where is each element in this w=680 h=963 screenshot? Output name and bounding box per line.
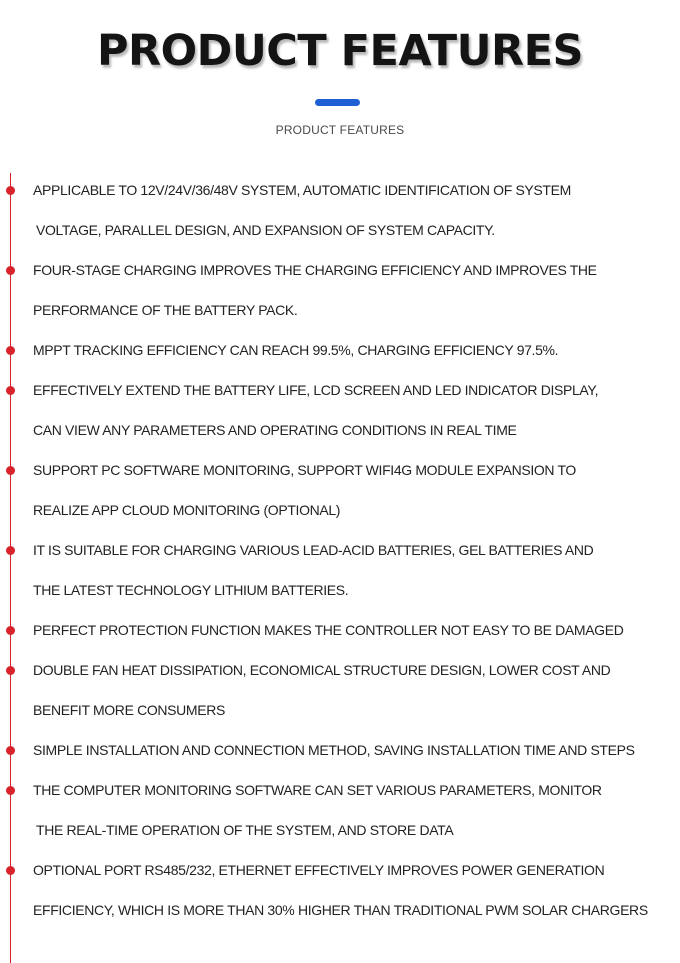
page-subtitle: PRODUCT FEATURES [275, 123, 405, 137]
timeline-dot [6, 666, 15, 675]
feature-line: BENEFIT MORE CONSUMERS [33, 702, 225, 718]
feature-line: VOLTAGE, PARALLEL DESIGN, AND EXPANSION OF SYSTEM CAPACITY. [36, 222, 495, 238]
timeline-dot [6, 786, 15, 795]
feature-line: APPLICABLE TO 12V/24V/36/48V SYSTEM, AUTOMATIC IDENTIFICATION OF SYSTEM [33, 182, 571, 198]
timeline-dot [6, 746, 15, 755]
title-accent-bar [315, 99, 360, 106]
feature-line: SIMPLE INSTALLATION AND CONNECTION METHOD, SAVING INSTALLATION TIME AND STEPS [33, 742, 635, 758]
feature-line: THE COMPUTER MONITORING SOFTWARE CAN SET VARIOUS PARAMETERS, MONITOR [33, 782, 602, 798]
timeline-line [10, 173, 11, 963]
feature-line: IT IS SUITABLE FOR CHARGING VARIOUS LEAD-ACID BATTERIES, GEL BATTERIES AND [33, 542, 594, 558]
timeline-dot [6, 866, 15, 875]
feature-line: PERFECT PROTECTION FUNCTION MAKES THE CONTROLLER NOT EASY TO BE DAMAGED [33, 622, 624, 638]
feature-line: PERFORMANCE OF THE BATTERY PACK. [33, 302, 298, 318]
feature-line: THE LATEST TECHNOLOGY LITHIUM BATTERIES. [33, 582, 349, 598]
feature-line: OPTIONAL PORT RS485/232, ETHERNET EFFECTIVELY IMPROVES POWER GENERATION [33, 862, 605, 878]
page-title: PRODUCT FEATURES [96, 26, 584, 76]
timeline-dot [6, 186, 15, 195]
feature-line: EFFECTIVELY EXTEND THE BATTERY LIFE, LCD SCREEN AND LED INDICATOR DISPLAY, [33, 382, 599, 398]
feature-line: EFFICIENCY, WHICH IS MORE THAN 30% HIGHER THAN TRADITIONAL PWM SOLAR CHARGERS [33, 902, 648, 918]
feature-line: FOUR-STAGE CHARGING IMPROVES THE CHARGING EFFICIENCY AND IMPROVES THE [33, 262, 597, 278]
timeline-dot [6, 466, 15, 475]
feature-line: SUPPORT PC SOFTWARE MONITORING, SUPPORT WIFI4G MODULE EXPANSION TO [33, 462, 576, 478]
timeline-dot [6, 626, 15, 635]
feature-line: THE REAL-TIME OPERATION OF THE SYSTEM, AND STORE DATA [36, 822, 454, 838]
feature-line: DOUBLE FAN HEAT DISSIPATION, ECONOMICAL STRUCTURE DESIGN, LOWER COST AND [33, 662, 611, 678]
feature-line: MPPT TRACKING EFFICIENCY CAN REACH 99.5%, CHARGING EFFICIENCY 97.5%. [33, 342, 559, 358]
timeline-dot [6, 266, 15, 275]
feature-line: CAN VIEW ANY PARAMETERS AND OPERATING CONDITIONS IN REAL TIME [33, 422, 517, 438]
timeline-dot [6, 346, 15, 355]
timeline-dot [6, 386, 15, 395]
timeline-dot [6, 546, 15, 555]
feature-line: REALIZE APP CLOUD MONITORING (OPTIONAL) [33, 502, 341, 518]
